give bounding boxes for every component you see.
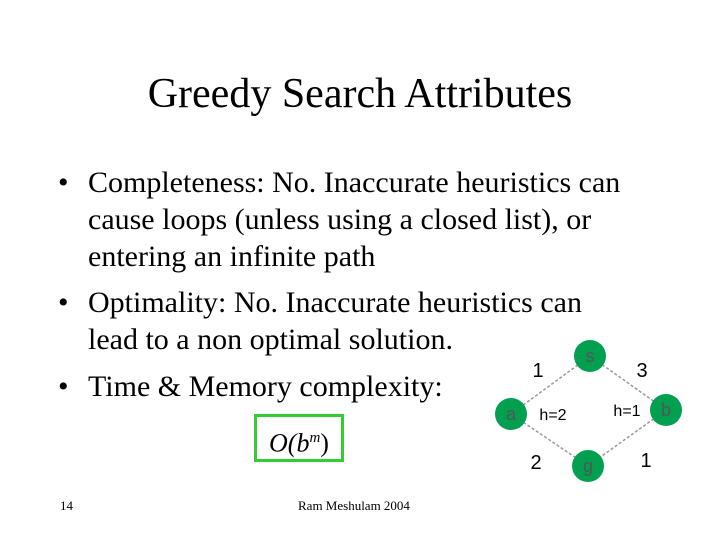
bullet-1-line-1: Completeness: No. Inaccurate heuristics can (88, 166, 621, 199)
bullet-marker: • (58, 166, 69, 199)
weight-s-a: 1 (532, 360, 544, 382)
bullet-2-line-1: Optimality: No. Inaccurate heuristics can (88, 286, 582, 319)
bullet-marker: • (58, 286, 69, 319)
formula-base: O(b (269, 428, 310, 458)
page-number: 14 (60, 498, 73, 513)
bullet-marker: • (58, 370, 69, 403)
node-b-label: b (660, 400, 672, 420)
bullet-1-line-3: entering an infinite path (88, 240, 376, 273)
weight-s-b: 3 (636, 360, 648, 382)
footer-author: Ram Meshulam 2004 (298, 498, 410, 513)
bullet-1-line-2: cause loops (unless using a closed list), or (88, 203, 592, 236)
formula-close: ) (320, 428, 329, 458)
node-g-label: g (582, 456, 594, 476)
bullet-3-line-1: Time & Memory complexity: (88, 370, 443, 403)
slide-title: Greedy Search Attributes (147, 71, 573, 117)
heuristic-a: h=2 (539, 407, 567, 424)
heuristic-b: h=1 (613, 403, 641, 420)
node-s-label: s (585, 346, 595, 366)
weight-b-g: 1 (640, 450, 652, 472)
formula-exponent: m (309, 430, 321, 446)
node-a-label: a (505, 404, 517, 424)
bullet-2-line-2: lead to a non optimal solution. (88, 323, 453, 356)
weight-a-g: 2 (530, 452, 542, 474)
